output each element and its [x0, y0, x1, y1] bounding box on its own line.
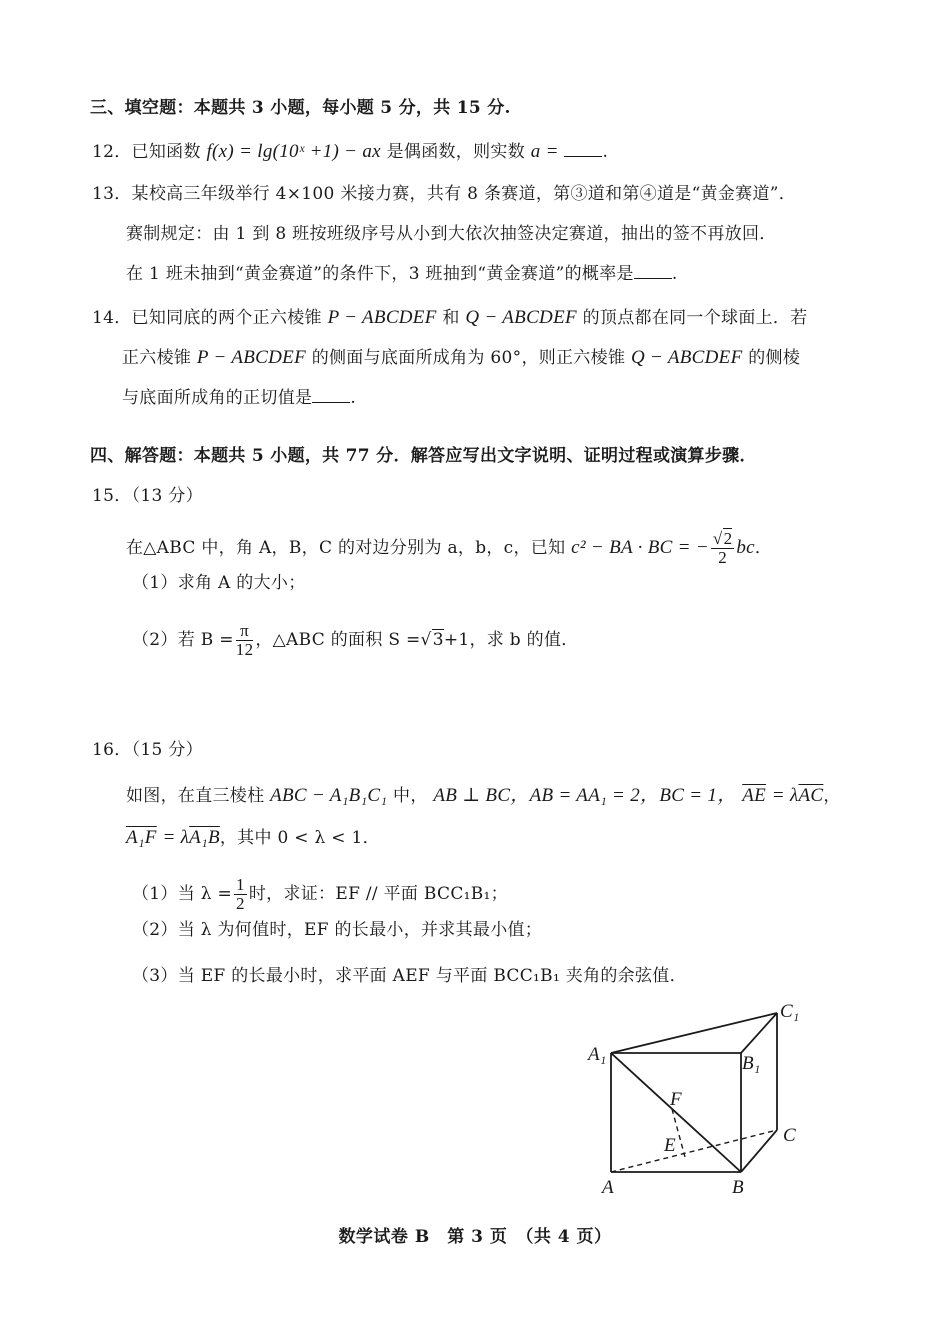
q16-lambda: = λ — [162, 827, 190, 848]
q16-stem1-c: AB ⊥ BC，AB = AA₁ = 2，BC = 1， — [433, 785, 737, 806]
q15-stem-text: 在△ABC 中，角 A，B，C 的对边分别为 a，b，c，已知 — [126, 538, 566, 558]
q12-var: a = — [530, 141, 559, 162]
label-c1: C₁ — [780, 1001, 800, 1022]
vector-a1b: A₁B — [189, 827, 220, 848]
q14-pyramid-q: Q − ABCDEF — [630, 347, 743, 368]
q16-lambda: = λ — [771, 785, 799, 806]
q12-end: . — [602, 142, 609, 162]
q13-end: . — [671, 264, 678, 284]
section-4-heading: 四、解答题：本题共 5 小题，共 77 分．解答应写出文字说明、证明过程或演算步骤． — [90, 446, 757, 466]
denominator: 2 — [236, 894, 245, 913]
question-16-stem-2 — [126, 826, 380, 850]
question-15-head: 15．（13 分） — [92, 486, 203, 506]
q14-pyramid-p: P − ABCDEF — [327, 307, 437, 328]
question-14-line-1 — [92, 306, 808, 330]
numerator: 1 — [236, 875, 245, 894]
q15-stem-tail: bc — [736, 537, 755, 558]
q16-stem2-b: ，其中 0 < λ < 1． — [219, 828, 380, 848]
q14-pyramid-q: Q − ABCDEF — [465, 307, 577, 328]
denominator: 12 — [235, 640, 254, 659]
question-13-line-1: 13．某校高三年级举行 4×100 米接力赛，共有 8 条赛道，第③道和第④道是“黄金赛道”． — [92, 184, 797, 204]
question-13-line-3 — [126, 262, 678, 286]
q14-pyramid-p: P − ABCDEF — [196, 347, 306, 368]
denominator: 2 — [718, 548, 728, 567]
q14-line2-c: 的侧棱 — [748, 348, 801, 368]
fraction-one-half — [234, 876, 247, 913]
label-b: B — [732, 1177, 744, 1198]
q14-line3-text: 与底面所成角的正切值是 — [122, 388, 313, 408]
answer-blank — [634, 264, 672, 279]
label-a: A — [602, 1177, 614, 1198]
q16-comma: ， — [823, 786, 841, 806]
label-c: C — [783, 1125, 796, 1146]
question-16-stem-1 — [126, 784, 841, 808]
label-a1: A₁ — [588, 1044, 607, 1065]
edge-b1-c1 — [741, 1013, 777, 1053]
question-16-part-3: （3）当 EF 的长最小时，求平面 AEF 与平面 BCC₁B₁ 夹角的余弦值． — [132, 966, 687, 986]
label-e: E — [664, 1135, 676, 1156]
edge-b-c — [741, 1130, 777, 1172]
q12-pre: 已知函数 — [131, 142, 201, 162]
q14-line1-c: 的顶点都在同一个球面上．若 — [582, 308, 808, 328]
q16-prism: ABC − A₁B₁C₁ — [270, 785, 388, 806]
question-16-part-2: （2）当 λ 为何值时，EF 的长最小，并求其最小值； — [132, 920, 543, 940]
q16-stem1-a: 如图，在直三棱柱 — [126, 786, 265, 806]
page-footer: 数学试卷 B 第 3 页 （共 4 页） — [338, 1227, 612, 1247]
sqrt-3: 3 — [432, 630, 444, 650]
label-f: F — [670, 1089, 682, 1110]
question-number: 12． — [92, 142, 132, 162]
label-b1: B₁ — [742, 1053, 761, 1074]
question-14-line-2 — [122, 346, 800, 370]
q16-p1-a: （1）当 λ = — [132, 884, 233, 904]
q12-mid: 是偶函数，则实数 — [386, 142, 526, 162]
fraction-sqrt2-over-2: $\frac{√2}{2}$ — [712, 529, 733, 567]
segment-a1-b — [611, 1053, 741, 1172]
answer-blank — [312, 388, 350, 403]
question-12 — [92, 140, 608, 164]
question-16-part-1 — [132, 876, 508, 913]
q12-formula: f(x) = lg(10ˣ +1) − ax — [206, 141, 381, 162]
q15-p2-c: +1，求 b 的值． — [443, 630, 579, 650]
q15-stem-end: ． — [754, 538, 773, 558]
q14-line2-b: 的侧面与底面所成角为 60°，则正六棱锥 — [311, 348, 626, 368]
q14-end: . — [350, 388, 357, 408]
q15-stem-formula: c² − BA · BC = − — [571, 537, 709, 558]
q16-p1-b: 时，求证：EF // 平面 BCC₁B₁； — [248, 884, 508, 904]
question-15-part-2: （2）若 B = $\frac{\pi}{12}$ ，△ABC 的面积 S =√3+1，求 b 的值． — [132, 621, 579, 659]
q13-line3-text: 在 1 班未抽到“黄金赛道”的条件下，3 班抽到“黄金赛道”的概率是 — [126, 264, 634, 284]
answer-blank — [564, 142, 602, 157]
numerator: π — [236, 622, 254, 641]
q14-line1-a: 14．已知同底的两个正六棱锥 — [92, 308, 322, 328]
question-14-line-3 — [122, 386, 356, 410]
edge-a1-c1 — [611, 1013, 777, 1053]
q14-line1-b: 和 — [442, 308, 460, 328]
section-3-heading: 三、填空题：本题共 3 小题，每小题 5 分，共 15 分. — [90, 98, 511, 118]
prism-figure — [580, 995, 810, 1205]
vector-ac: $\overline{AC}$ — [798, 785, 824, 806]
q15-p2-a: （2）若 B = — [132, 630, 234, 650]
question-15-stem — [126, 530, 772, 567]
vector-ae: $\overline{AE}$ — [742, 785, 767, 806]
q15-p2-b: ，△ABC 的面积 S = — [255, 630, 421, 650]
q16-stem1-b: 中， — [393, 786, 428, 806]
question-16-head: 16．（15 分） — [92, 740, 203, 760]
sqrt-2: 2 — [723, 529, 733, 548]
question-13-line-2: 赛制规定：由 1 到 8 班按班级序号从小到大依次抽签决定赛道，抽出的签不再放回． — [126, 224, 777, 244]
q14-line2-a: 正六棱锥 — [122, 348, 192, 368]
question-15-part-1: （1）求角 A 的大小； — [132, 573, 306, 593]
fraction-pi-over-12 — [236, 622, 254, 659]
hidden-edge-a-c — [611, 1130, 777, 1172]
vector-a1f: A₁F — [126, 827, 157, 848]
